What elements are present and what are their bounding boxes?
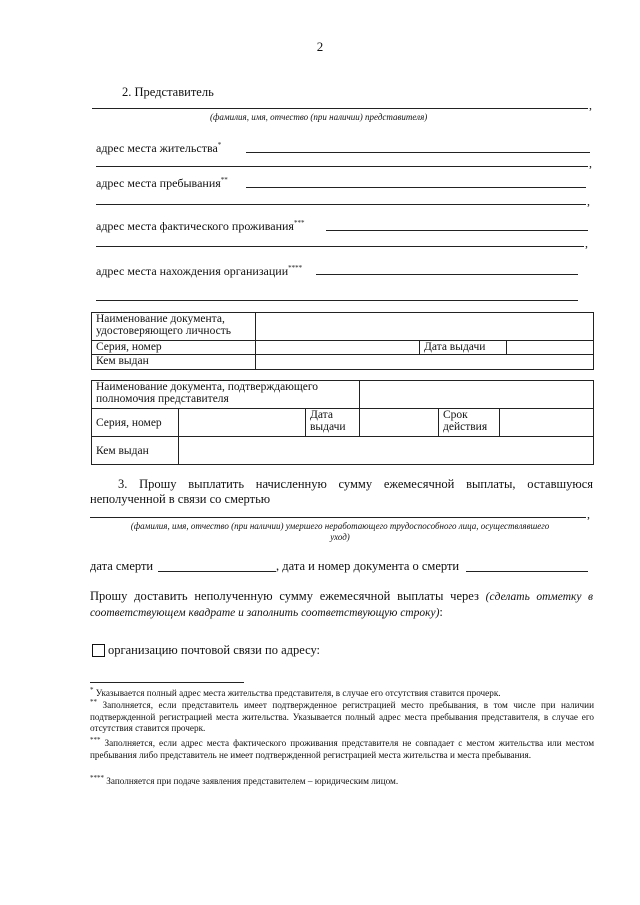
representative-name-caption: (фамилия, имя, отчество (при наличии) представителя) bbox=[210, 112, 428, 122]
death-doc-label: , дата и номер документа о смерти bbox=[276, 559, 460, 573]
footnote-2: ** Заполняется, если представитель имеет подтвержденное регистрацией место пребывания, в том числе при наличии подтвержденной регистрацией места жительства. Указывается полный адрес места пребывания представителя, в случае его отсутствия ставится прочерк. bbox=[90, 697, 595, 733]
footnote-1: * Указывается полный адрес места жительства представителя, в случае его отсутствия ставится прочерк. bbox=[90, 685, 501, 698]
auth-doc-name-label: Наименование документа, подтверждающего полномочия представителя bbox=[92, 381, 360, 409]
footnote-separator bbox=[90, 682, 244, 683]
id-series-label: Серия, номер bbox=[92, 341, 256, 355]
death-date-line[interactable] bbox=[158, 571, 276, 572]
auth-issued-by-field[interactable] bbox=[179, 437, 594, 465]
authority-document-table bbox=[91, 380, 594, 465]
id-doc-name-field[interactable] bbox=[256, 313, 594, 341]
stay-address-line-2[interactable] bbox=[96, 204, 586, 205]
auth-issue-date-label: Дата выдачи bbox=[306, 409, 360, 437]
section-2-title: 2. Представитель bbox=[122, 85, 214, 99]
comma: , bbox=[587, 194, 590, 208]
auth-validity-label: Срок действия bbox=[439, 409, 500, 437]
id-issued-by-label: Кем выдан bbox=[92, 355, 256, 370]
auth-validity-field[interactable] bbox=[500, 409, 594, 437]
comma: , bbox=[587, 507, 590, 521]
org-address-label: адрес места нахождения организации**** bbox=[96, 264, 303, 278]
id-series-field[interactable] bbox=[256, 341, 420, 355]
deceased-name-line[interactable] bbox=[90, 517, 586, 518]
residence-address-line-2[interactable] bbox=[96, 166, 588, 167]
auth-series-label: Серия, номер bbox=[92, 409, 179, 437]
death-date-label: дата смерти bbox=[90, 559, 154, 573]
footnote-3: *** Заполняется, если адрес места фактического проживания представителя не совпадает с местом жительства или местом пребывания либо представитель не имеет подтвержденной регистрацией места жительства и места пребывания. bbox=[90, 735, 595, 760]
stay-address-label: адрес места пребывания** bbox=[96, 176, 228, 190]
page-number: 2 bbox=[316, 39, 324, 54]
postal-option-checkbox[interactable] bbox=[92, 644, 105, 657]
auth-issued-by-label: Кем выдан bbox=[92, 437, 179, 465]
id-document-table bbox=[91, 312, 594, 370]
residence-address-label: адрес места жительства* bbox=[96, 141, 222, 155]
comma: , bbox=[585, 236, 588, 250]
id-doc-name-label: Наименование документа, удостоверяющего личность bbox=[92, 313, 256, 341]
section-3-request: 3. Прошу выплатить начисленную сумму ежемесячной выплаты, оставшуюся неполученной в связи со смертью bbox=[90, 477, 593, 506]
delivery-request: Прошу доставить неполученную сумму ежемесячной выплаты через (сделать отметку в соответствующем квадрате и заполнить соответствующую строку): bbox=[90, 589, 594, 619]
actual-address-line-2[interactable] bbox=[96, 246, 584, 247]
auth-series-field[interactable] bbox=[179, 409, 306, 437]
residence-address-line-1[interactable] bbox=[246, 152, 590, 153]
deceased-caption: (фамилия, имя, отчество (при наличии) умершего неработающего трудоспособного лица, осуществлявшего уход) bbox=[130, 521, 550, 542]
comma: , bbox=[589, 98, 592, 112]
id-issued-by-field[interactable] bbox=[256, 355, 594, 370]
actual-address-label: адрес места фактического проживания*** bbox=[96, 219, 305, 233]
footnote-4: **** Заполняется при подаче заявления представителем – юридическим лицом. bbox=[90, 773, 399, 786]
actual-address-line-1[interactable] bbox=[326, 230, 588, 231]
id-issue-date-label: Дата выдачи bbox=[420, 341, 507, 355]
org-address-line-1[interactable] bbox=[316, 274, 578, 275]
representative-name-line[interactable] bbox=[92, 108, 588, 109]
stay-address-line-1[interactable] bbox=[246, 187, 586, 188]
auth-doc-name-field[interactable] bbox=[360, 381, 594, 409]
org-address-line-2[interactable] bbox=[96, 300, 578, 301]
comma: , bbox=[589, 156, 592, 170]
id-issue-date-field[interactable] bbox=[507, 341, 594, 355]
postal-option-label: организацию почтовой связи по адресу: bbox=[108, 643, 321, 657]
death-doc-line[interactable] bbox=[466, 571, 588, 572]
auth-issue-date-field[interactable] bbox=[360, 409, 439, 437]
